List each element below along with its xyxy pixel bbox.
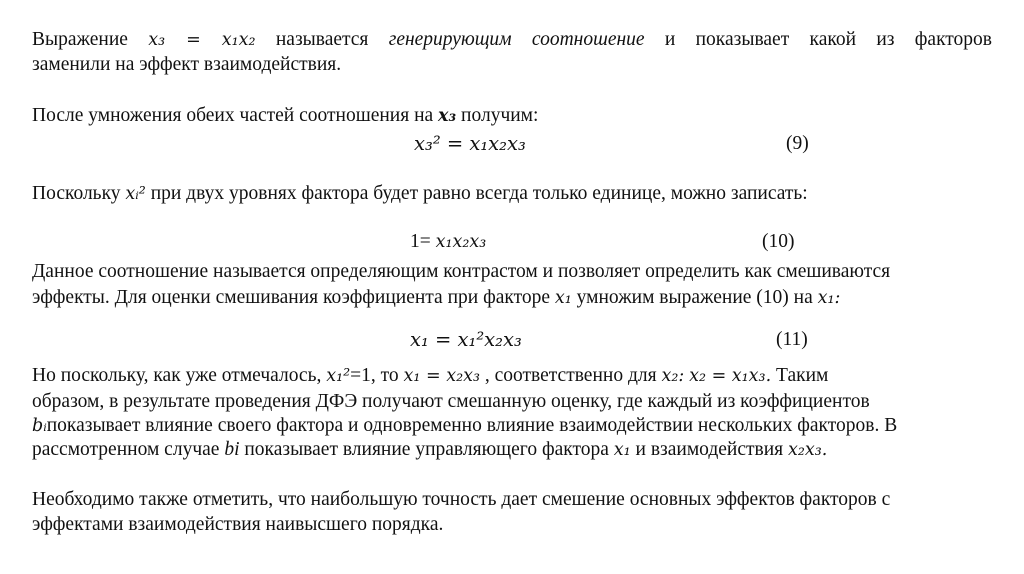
p5-text-c: , соответственно для	[484, 365, 657, 386]
p5-v2: x₁ = x₂x₃	[403, 366, 480, 386]
paragraph-conclusion-line2: эффектами взаимодействия наивысшего порядка.	[32, 514, 444, 535]
p5-text-a: Но поскольку, как уже отмечалось,	[32, 365, 322, 386]
eq10-lhs: 1=	[410, 231, 431, 252]
p5-text-e: рассмотренном случае	[32, 439, 220, 460]
paragraph-contrast-line1: Данное соотношение называется определяющим контрастом и позволяет определить как смешиваются	[32, 261, 891, 282]
paragraph-however-line4	[32, 438, 827, 462]
p1-italic-term: генерирующим соотношение	[388, 29, 645, 50]
paragraph-since	[32, 182, 808, 206]
p5-v4: x₂ = x₁x₃.	[689, 366, 772, 386]
p1-formula: x₃ = x₁x₂	[148, 30, 256, 50]
p3-var: xᵢ²	[125, 184, 146, 204]
p5-v1: x₁²	[326, 366, 351, 386]
p5-v6: x₁	[613, 440, 631, 460]
p1-text-b: называется	[275, 29, 369, 50]
paragraph-definition	[32, 28, 992, 77]
p5-line3: показывает влияние своего фактора и одновременно влияние взаимодействии нескольких факторов. В	[46, 415, 898, 436]
p2-var: x₃	[438, 106, 457, 126]
paragraph-however-line1	[32, 364, 828, 388]
equation-11-number: (11)	[776, 329, 808, 350]
equation-10	[410, 230, 486, 254]
p5-bi: bi	[224, 439, 240, 460]
p5-text-g: и взаимодействия	[635, 439, 784, 460]
p1-text-c: и показывает какой из факторов	[664, 29, 993, 50]
p4-var1: x₁	[554, 288, 572, 308]
paragraph-however-line3	[32, 414, 897, 438]
p5-v5: bᵢ	[32, 416, 47, 436]
p5-text-f: показывает влияние управляющего фактора	[244, 439, 609, 460]
eq10-formula: x₁x₂x₃	[435, 232, 487, 252]
p4-text-a: эффекты. Для оценки смешивания коэффициента при факторе	[32, 287, 551, 308]
paragraph-multiply	[32, 104, 538, 128]
equation-10-number: (10)	[762, 231, 795, 252]
p1-text-a: Выражение	[32, 29, 128, 50]
equation-9-number: (9)	[786, 133, 809, 154]
p4-text-b: умножим выражение (10) на	[576, 287, 813, 308]
paragraph-contrast-line2	[32, 286, 840, 310]
p5-v3: x₂:	[661, 366, 685, 386]
p3-text-b: при двух уровнях фактора будет равно всегда только единице, можно записать:	[150, 183, 808, 204]
p2-text-a: После умножения обеих частей соотношения на	[32, 105, 434, 126]
p4-var2: x₁:	[817, 288, 841, 308]
p1-text-d: заменили на эффект взаимодействия.	[32, 53, 342, 75]
p2-text-b: получим:	[461, 105, 539, 126]
p3-text-a: Поскольку	[32, 183, 121, 204]
p5-text-b: =1, то	[350, 365, 399, 386]
paragraph-however-line2: образом, в результате проведения ДФЭ получают смешанную оценку, где каждый из коэффициентов	[32, 391, 870, 412]
p5-text-d: Таким	[776, 365, 829, 386]
paragraph-conclusion-line1: Необходимо также отметить, что наибольшую точность дает смешение основных эффектов факторов с	[32, 489, 891, 510]
p5-v7: x₂x₃.	[788, 440, 828, 460]
equation-9: x₃² = x₁x₂x₃	[414, 132, 526, 155]
equation-11: x₁ = x₁²x₂x₃	[410, 328, 522, 351]
